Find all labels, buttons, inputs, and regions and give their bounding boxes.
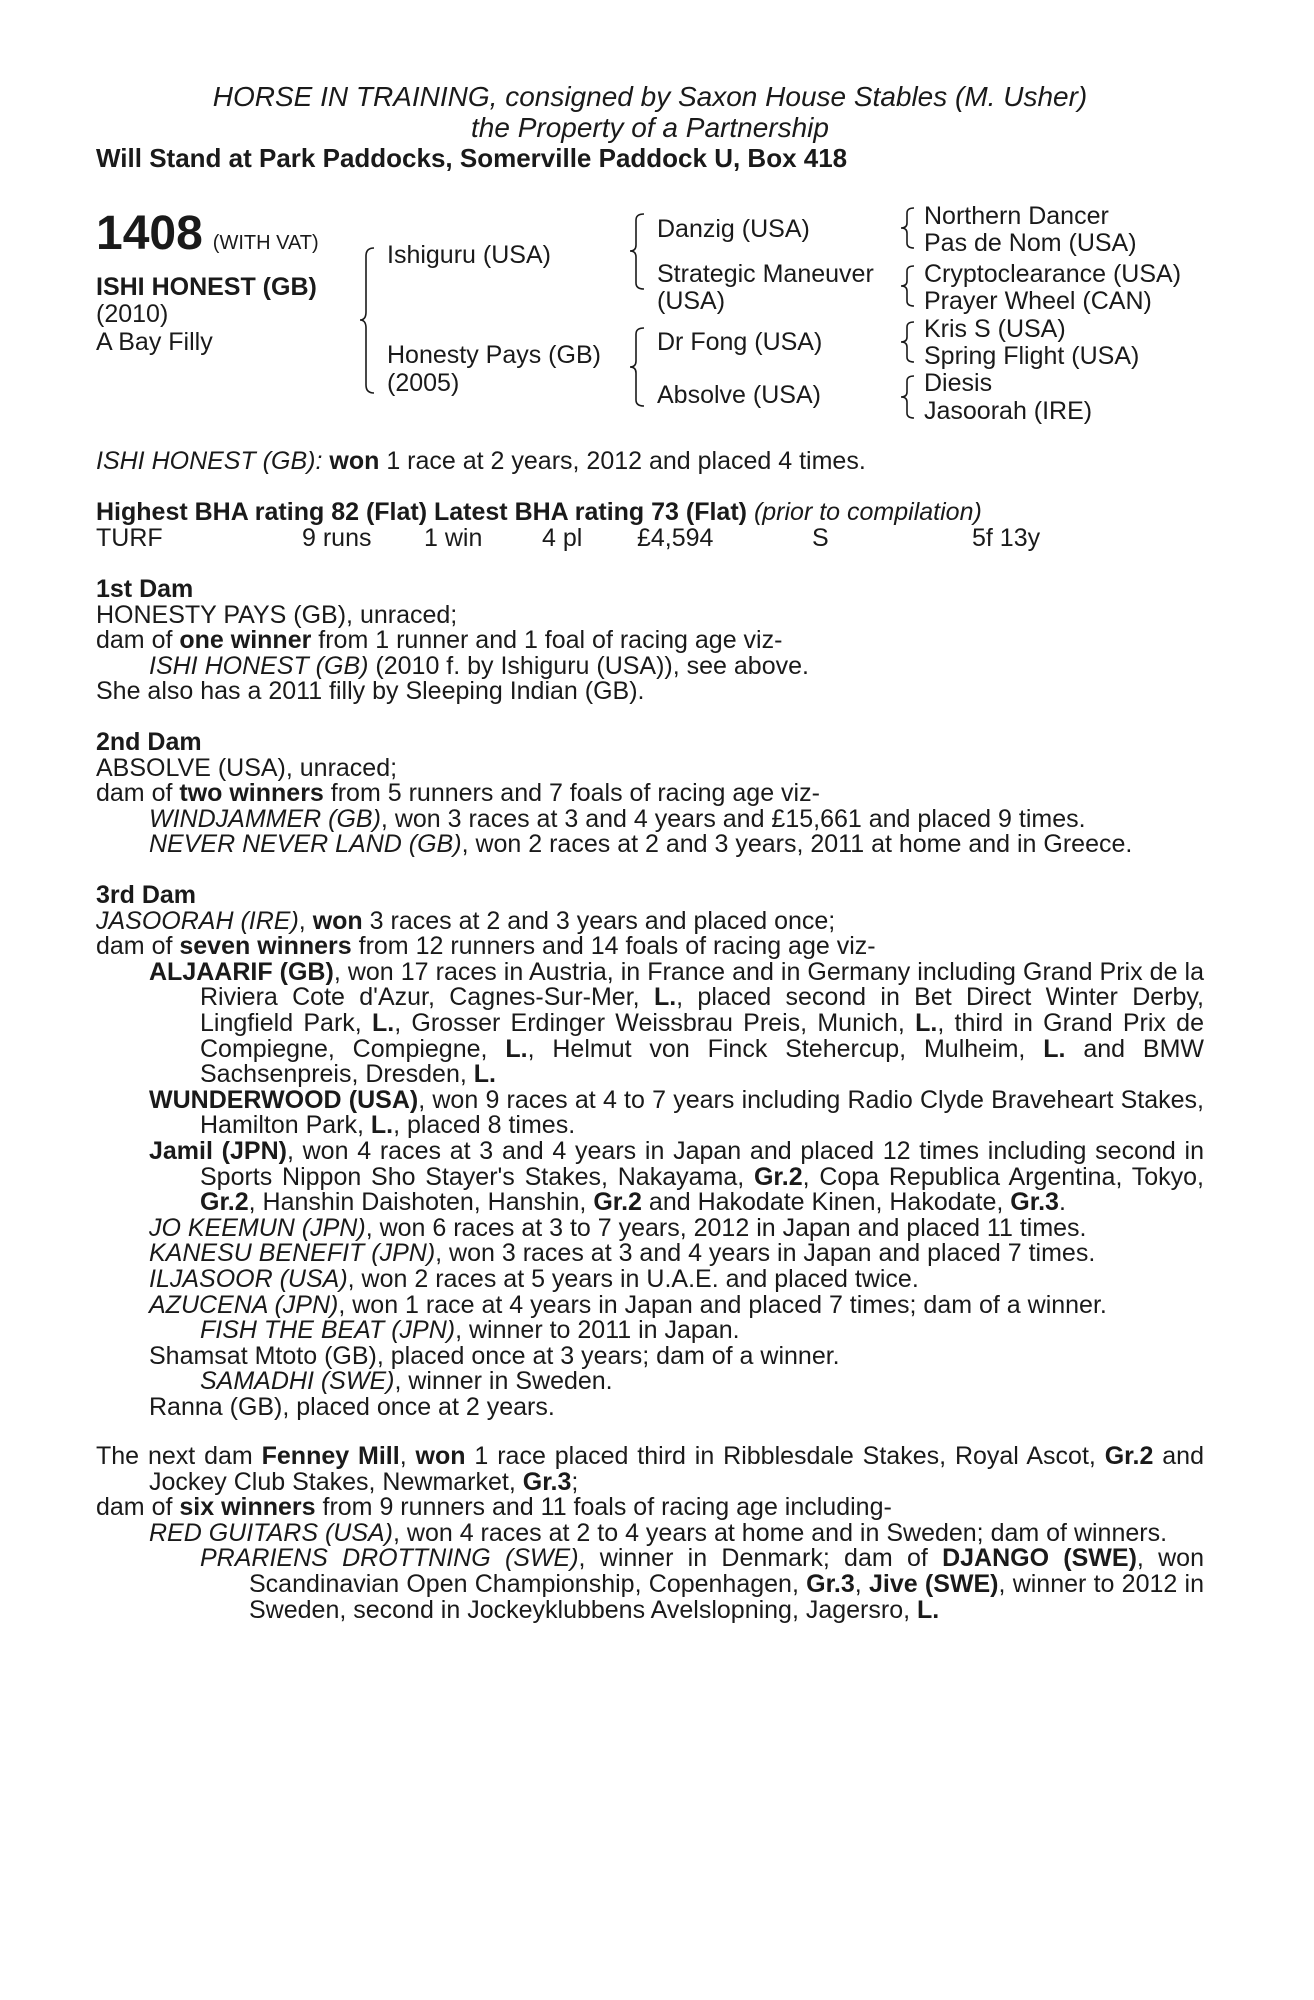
bha-rating <box>96 500 982 526</box>
second-dam-progeny: dam of two winners from 5 runners and 7 foals of racing age viz- <box>96 779 820 808</box>
horse-description: A Bay Filly <box>96 328 213 356</box>
foaling-year: (2010) <box>96 300 169 328</box>
turf-earnings: £4,594 <box>637 524 714 552</box>
location-line: Will Stand at Park Paddocks, Somerville Paddock U, Box 418 <box>96 143 848 173</box>
foal-iljasoor: ILJASOOR (USA), won 2 races at 5 years in U.A.E. and placed twice. <box>149 1264 919 1293</box>
foal-wunderwood: WUNDERWOOD (USA), won 9 races at 4 to 7 years including Radio Clyde Braveheart Stakes, Hamilton Park, L., placed 8 times. <box>149 1085 1204 1140</box>
next-dam-section <box>96 1444 1204 1623</box>
third-dam-section <box>96 883 1204 1420</box>
first-dam-foal: ISHI HONEST (GB) (2010 f. by Ishiguru (USA)), see above. <box>149 651 809 680</box>
second-dam-line: ABSOLVE (USA), unraced; <box>96 753 398 782</box>
bha-rating-text: Highest BHA rating 82 (Flat) Latest BHA rating 73 (Flat) <box>96 498 747 526</box>
summary-rest: 1 race at 2 years, 2012 and placed 4 times. <box>379 447 866 475</box>
third-dam-progeny: dam of seven winners from 12 runners and 14 foals of racing age viz- <box>96 932 876 961</box>
foal-shamsat-mtoto: Shamsat Mtoto (GB), placed once at 3 years; dam of a winner. <box>149 1341 840 1370</box>
turf-distance: 5f 13y <box>972 524 1041 552</box>
foal-fish-the-beat: FISH THE BEAT (JPN), winner to 2011 in Japan. <box>200 1316 740 1345</box>
pedigree-dam-year: (2005) <box>387 369 460 397</box>
pedigree-bracket-main <box>364 248 376 393</box>
foal-azucena: AZUCENA (JPN), won 1 race at 4 years in Japan and placed 7 times; dam of a winner. <box>149 1290 1107 1319</box>
foal-samadhi: SAMADHI (SWE), winner in Sweden. <box>200 1367 613 1396</box>
third-dam-heading: 3rd Dam <box>96 881 197 909</box>
pedigree-dam: Honesty Pays (GB) <box>387 341 601 369</box>
pedigree-sire-dam-country: (USA) <box>657 287 726 315</box>
next-dam-progeny: dam of six winners from 9 runners and 11 foals of racing age including- <box>96 1493 892 1522</box>
summary-colon: : <box>315 447 323 475</box>
foal-kanesu-benefit: KANESU BENEFIT (JPN), won 3 races at 3 and 4 years in Japan and placed 7 times. <box>149 1239 1096 1268</box>
pedigree-bracket-g1 <box>904 208 916 248</box>
third-dam-line: JASOORAH (IRE), won 3 races at 2 and 3 years and placed once; <box>96 906 836 935</box>
turf-wins: 1 win <box>424 524 483 552</box>
pedigree-g1: Northern Dancer <box>924 202 1109 230</box>
foal-jamil: Jamil (JPN), won 4 races at 3 and 4 years in Japan and placed 12 times including second in Sports Nippon Sho Stayer's Stakes, Nakayama, Gr.2, Copa Republica Argentina, Tokyo, Gr.2, Hanshin Daishoten, Hanshin, Gr.2 and Hakodate Kinen, Hakodate, Gr.3. <box>149 1136 1204 1217</box>
first-dam-note: She also has a 2011 filly by Sleeping Indian (GB). <box>96 677 645 706</box>
foal-prariens-drottning: PRARIENS DROTTNING (SWE), winner in Denmark; dam of DJANGO (SWE), won Scandinavian Open Championship, Copenhagen, Gr.3, Jive (SWE), winner to 2012 in Sweden, second in Jockeyklubbens Avelslopning, Jagersro, L. <box>200 1544 1204 1624</box>
turf-going: S <box>812 524 829 552</box>
pedigree-g5: Kris S (USA) <box>924 315 1066 343</box>
pedigree-g8: Jasoorah (IRE) <box>924 397 1093 425</box>
pedigree-bracket-dam <box>634 328 646 406</box>
pedigree-sire: Ishiguru (USA) <box>387 241 551 269</box>
foal-ranna: Ranna (GB), placed once at 2 years. <box>149 1392 555 1421</box>
property-line: the Property of a Partnership <box>471 112 829 143</box>
second-dam-foal-1: WINDJAMMER (GB), won 3 races at 3 and 4 years and £15,661 and placed 9 times. <box>149 804 1086 833</box>
pedigree-g7: Diesis <box>924 369 993 397</box>
lot-number-value: 1408 <box>96 207 203 260</box>
first-dam-progeny: dam of one winner from 1 runner and 1 foal of racing age viz- <box>96 626 783 655</box>
second-dam-section <box>96 730 1204 858</box>
turf-placed: 4 pl <box>542 524 583 552</box>
first-dam-heading: 1st Dam <box>96 575 194 603</box>
pedigree-bracket-g3 <box>904 322 916 362</box>
race-summary <box>96 449 866 475</box>
pedigree-bracket-g2 <box>904 266 916 306</box>
pedigree-bracket-g4 <box>904 376 916 418</box>
consignor-line: HORSE IN TRAINING, consigned by Saxon House Stables (M. Usher) <box>212 81 1088 112</box>
turf-record <box>96 526 1204 552</box>
foal-jo-keemun: JO KEEMUN (JPN), won 6 races at 3 to 7 years, 2012 in Japan and placed 11 times. <box>149 1213 1087 1242</box>
pedigree-g3: Cryptoclearance (USA) <box>924 260 1182 288</box>
vat-label: (WITH VAT) <box>212 232 319 254</box>
bha-rating-note: (prior to compilation) <box>753 498 982 526</box>
pedigree-sire-sire: Danzig (USA) <box>657 215 810 243</box>
pedigree-bracket-sire <box>634 214 646 289</box>
turf-runs: 9 runs <box>302 524 372 552</box>
pedigree-dam-sire: Dr Fong (USA) <box>657 328 823 356</box>
pedigree-g6: Spring Flight (USA) <box>924 342 1140 370</box>
pedigree-sire-dam: Strategic Maneuver <box>657 260 874 288</box>
second-dam-heading: 2nd Dam <box>96 728 202 756</box>
first-dam-section <box>96 577 1204 705</box>
summary-won: won <box>329 447 380 475</box>
pedigree-dam-dam: Absolve (USA) <box>657 381 821 409</box>
turf-surface: TURF <box>96 524 163 552</box>
horse-name: ISHI HONEST (GB) <box>96 273 317 301</box>
first-dam-line: HONESTY PAYS (GB), unraced; <box>96 600 458 629</box>
second-dam-foal-2: NEVER NEVER LAND (GB), won 2 races at 2 and 3 years, 2011 at home and in Greece. <box>149 830 1133 859</box>
foal-red-guitars: RED GUITARS (USA), won 4 races at 2 to 4 years at home and in Sweden; dam of winners. <box>149 1518 1168 1547</box>
pedigree-g4: Prayer Wheel (CAN) <box>924 287 1152 315</box>
lot-number <box>96 206 319 261</box>
foal-aljaarif: ALJAARIF (GB), won 17 races in Austria, in France and in Germany including Grand Prix de la Riviera Cote d'Azur, Cagnes-Sur-Mer, L., placed second in Bet Direct Winter Derby, Lingfield Park, L., Grosser Erdinger Weissbrau Preis, Munich, L., third in Grand Prix de Compiegne, Compiegne, L., Helmut von Finck Stehercup, Mulheim, L. and BMW Sachsenpreis, Dresden, L. <box>149 957 1205 1089</box>
next-dam-line: The next dam Fenney Mill, won 1 race placed third in Ribblesdale Stakes, Royal Ascot, Gr.2 and Jockey Club Stakes, Newmarket, Gr.3; <box>96 1442 1204 1496</box>
pedigree-g2: Pas de Nom (USA) <box>924 229 1137 257</box>
summary-horse-name: ISHI HONEST (GB) <box>96 447 316 475</box>
